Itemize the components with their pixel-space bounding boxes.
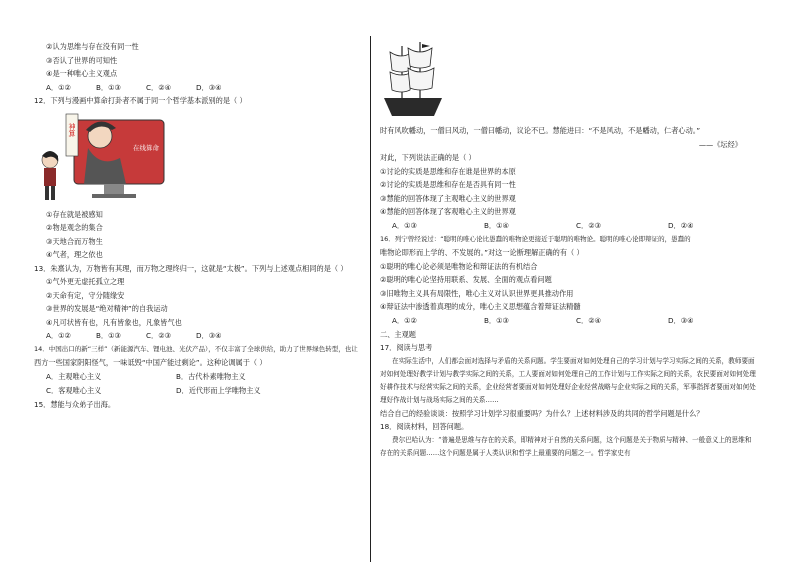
q12-item-4: ④气者，理之依也 <box>46 250 103 259</box>
q11-item-4: ④是一种唯心主义观点 <box>46 69 118 78</box>
q14-option-b[interactable]: B．古代朴素唯物主义 <box>176 371 246 381</box>
q13-option-d[interactable]: D．③④ <box>196 331 222 340</box>
q11-option-d[interactable]: D．③④ <box>196 82 222 92</box>
q13-item-1: ①气外更无虚托孤立之理 <box>46 277 125 286</box>
q18-title: 18．阅读材料，回答问题。 <box>380 422 469 431</box>
column-divider <box>370 36 371 562</box>
q15-options <box>380 219 758 233</box>
q11-options <box>34 81 364 95</box>
q15-option-a[interactable]: A．①③ <box>392 220 417 230</box>
q17-question: 结合自己的经验谈谈：按照学习计划学习很重要吗？为什么？上述材料涉及的共同的哲学问题是什么？ <box>380 408 704 418</box>
right-column <box>380 40 758 460</box>
sailing-ship-image <box>380 40 450 124</box>
q12-item-2: ②物是观念的集合 <box>46 223 103 232</box>
q12-stem: 12．下列与漫画中算命打卦者不属于同一个哲学基本派别的是（ ） <box>34 96 247 105</box>
q16-item-4: ④辩证法中渗透着真理的成分，唯心主义思想蕴含着辩证法精髓 <box>380 302 581 311</box>
q15-option-b[interactable]: B．①④ <box>484 220 510 230</box>
q16-options <box>380 314 758 328</box>
q16-option-d[interactable]: D．③④ <box>668 315 694 325</box>
q11-item-2: ②认为思维与存在没有同一性 <box>46 42 139 51</box>
q16-option-c[interactable]: C．②④ <box>576 315 602 325</box>
q15-option-c[interactable]: C．②③ <box>576 220 602 230</box>
q16-stem-line1: 16．列宁曾经说过：“聪明的唯心论比愚蠢的唯物论更接近于聪明的唯物论。聪明的唯心论即辩证的，愚蠢的 <box>380 234 691 243</box>
q14-stem-line2: 西方一些国家阴阳怪气，一味诋毁“中国产能过剩论”。这种论调属于（ ） <box>34 358 267 367</box>
q11-option-a[interactable]: A．①② <box>46 82 71 92</box>
q14-option-c[interactable]: C．客观唯心主义 <box>46 385 102 395</box>
banner-text: 神算 <box>68 122 76 137</box>
q13-item-2: ②天命有定，守分随缘安 <box>46 290 125 300</box>
q13-options <box>34 329 364 343</box>
q11-item-3: ③否认了世界的可知性 <box>46 55 118 65</box>
screen-text: 在线算命 <box>133 143 159 152</box>
q17-title: 17．阅读与思考 <box>380 343 433 352</box>
q13-item-4: ④凡可状皆有也，凡有皆象也，凡象皆气也 <box>46 317 182 327</box>
q12-cartoon <box>34 108 364 208</box>
q11-option-b[interactable]: B．①③ <box>96 82 122 92</box>
left-column <box>34 40 364 411</box>
section-heading: 二、主观题 <box>380 329 416 339</box>
q16-option-a[interactable]: A．①② <box>392 315 417 325</box>
q12-item-1: ①存在就是被感知 <box>46 209 103 219</box>
q15-source: ——《坛经》 <box>698 139 742 149</box>
q14-stem-line1: 14．中国出口的新“三样”（新能源汽车、锂电池、光伏产品），不仅丰富了全球供给，助力了世界绿色转型，也让 <box>34 344 358 353</box>
q13-item-3: ③世界的发展是“绝对精神”的自我运动 <box>46 304 168 313</box>
q11-option-c[interactable]: C．②④ <box>146 82 172 92</box>
q14-option-d[interactable]: D．近代形而上学唯物主义 <box>176 385 261 395</box>
q13-option-a[interactable]: A．①② <box>46 331 71 340</box>
q16-item-3: ③旧唯物主义具有局限性，唯心主义对认识世界更具推动作用 <box>380 288 574 298</box>
q15-ship-illustration <box>380 40 758 124</box>
fortune-teller-cartoon <box>34 108 174 208</box>
q13-option-b[interactable]: B．①③ <box>96 331 122 340</box>
q13-option-c[interactable]: C．②③ <box>146 331 172 340</box>
q15-item-2: ②讨论的实质是思维和存在是否具有同一性 <box>380 180 516 189</box>
q16-item-1: ①聪明的唯心论必须是唯物论和辩证法的有机结合 <box>380 261 538 271</box>
q16-stem-line2: 唯物论即形而上学的、不发展的。”对这一论断理解正确的有（ ） <box>380 248 584 257</box>
q14-option-a[interactable]: A．主观唯心主义 <box>46 371 102 381</box>
q17-paragraph: 在实际生活中，人们都会面对选择与矛盾的关系问题。学生要面对如何处理自己的学习计划与学习实际之间的关系，教师要面对如何处理好教学计划与教学实际之间的关系，工人要面对如何处理自己的工作计划与工作实际之间的关系，农民要面对如何处理好耕作技术与经营实际之间的关系，企业经营者要面对如何处理好企业经营战略与企业实际之间的关系，军事指挥者要面对如何处理好作战计划与战场实际之间的关系…… <box>380 356 756 404</box>
q18-paragraph: 费尔巴哈认为：“普遍是思维与存在的关系，即精神对于自然的关系问题，这个问题是关于物质与精神、一般意义上的思维和存在的关系问题……这个问题是属于人类认识和哲学上最重要的问题之一。哲学家史有 <box>380 435 752 457</box>
q16-option-b[interactable]: B．①③ <box>484 315 510 325</box>
q13-stem: 13．朱熹认为，万物皆有其理，而万物之理终归一，这就是“太极”。下列与上述观点相同的是（ ） <box>34 263 348 273</box>
q15-item-4: ④慧能的回答体现了客观唯心主义的世界观 <box>380 207 516 216</box>
q15-question: 对此，下列说法正确的是（ ） <box>380 153 476 162</box>
q16-item-2: ②聪明的唯心论坚持用联系、发展、全面的观点看问题 <box>380 275 552 284</box>
q15-item-1: ①讨论的实质是思维和存在谁是世界的本原 <box>380 166 516 176</box>
q15-option-d[interactable]: D．②④ <box>668 220 694 230</box>
q15-item-3: ③慧能的回答体现了主观唯心主义的世界观 <box>380 193 516 203</box>
q15-continuation: 时有风吹幡动，一僧曰风动，一僧曰幡动，议论不已。慧能进曰：“不是风动，不是幡动，仁者心动。” <box>380 126 701 135</box>
q15-stem: 15．慧能与众弟子出海。 <box>34 399 116 409</box>
q12-item-3: ③天地合而万物生 <box>46 236 103 246</box>
q14-options <box>34 370 364 398</box>
